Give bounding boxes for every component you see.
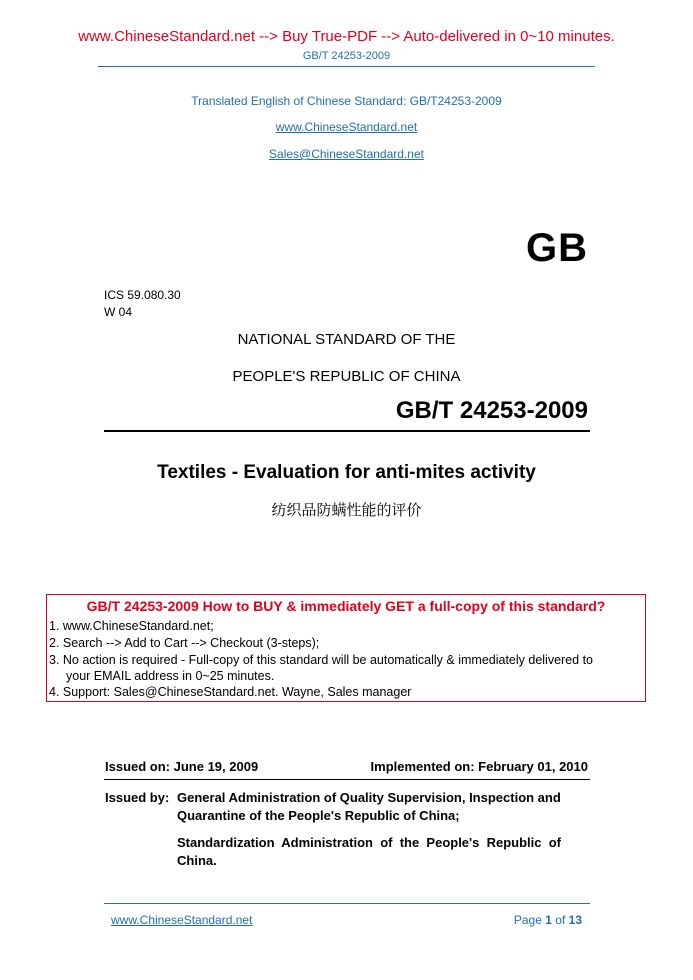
issuer-1-line1: General Administration of Quality Supervision, Inspection and [177,790,561,805]
title-divider [104,430,590,432]
gb-mark: GB [526,226,588,270]
header-divider [98,66,595,67]
intro-website-link[interactable]: www.ChineseStandard.net [275,120,418,134]
issuer-1-line2: Quarantine of the People's Republic of China; [177,808,460,823]
header-standard-code: GB/T 24253-2009 [302,50,391,62]
title-chinese: 纺织品防螨性能的评价 [271,502,422,519]
buy-step-3: 3. No action is required - Full-copy of this standard will be automatically & immediately delivered to [49,653,593,667]
national-standard-line1: NATIONAL STANDARD OF THE [237,331,456,348]
translated-note: Translated English of Chinese Standard: GB/T24253-2009 [191,94,502,108]
title-english: Textiles - Evaluation for anti-mites activity [157,462,536,483]
top-banner[interactable]: www.ChineseStandard.net --> Buy True-PDF --> Auto-delivered in 0~10 minutes. [78,28,615,45]
national-standard-line2: PEOPLE'S REPUBLIC OF CHINA [232,368,461,385]
implemented-on: Implemented on: February 01, 2010 [370,759,588,774]
intro-email-link[interactable]: Sales@ChineseStandard.net [269,147,424,161]
page-total: 13 [568,913,582,927]
buy-step-1: 1. www.ChineseStandard.net; [49,619,214,633]
standard-code: GB/T 24253-2009 [395,397,588,424]
issuer-2-line1: Standardization Administration of the People's Republic of [177,835,561,850]
buy-step-2: 2. Search --> Add to Cart --> Checkout (3-steps); [49,636,320,650]
dates-divider [104,779,590,780]
page-number: 1 [545,913,552,927]
footer-divider [104,903,590,904]
intro-email-wrap [0,147,693,161]
issuer-2-line2: China. [177,853,217,868]
issued-by-label: Issued by: [105,790,170,805]
buy-step-3-cont: your EMAIL address in 0~25 minutes. [66,669,275,683]
ics-code: ICS 59.080.30 [104,288,181,302]
page-of: of [555,913,566,927]
page-indicator [514,913,582,927]
buy-step-4: 4. Support: Sales@ChineseStandard.net. Wayne, Sales manager [49,685,412,699]
issued-on: Issued on: June 19, 2009 [105,759,259,774]
intro-website-wrap [0,120,693,134]
page-label: Page [513,913,542,927]
footer-website-link[interactable]: www.ChineseStandard.net [111,913,253,927]
classification-code: W 04 [104,305,133,319]
buy-box-heading[interactable]: GB/T 24253-2009 How to BUY & immediately GET a full-copy of this standard? [86,598,606,614]
